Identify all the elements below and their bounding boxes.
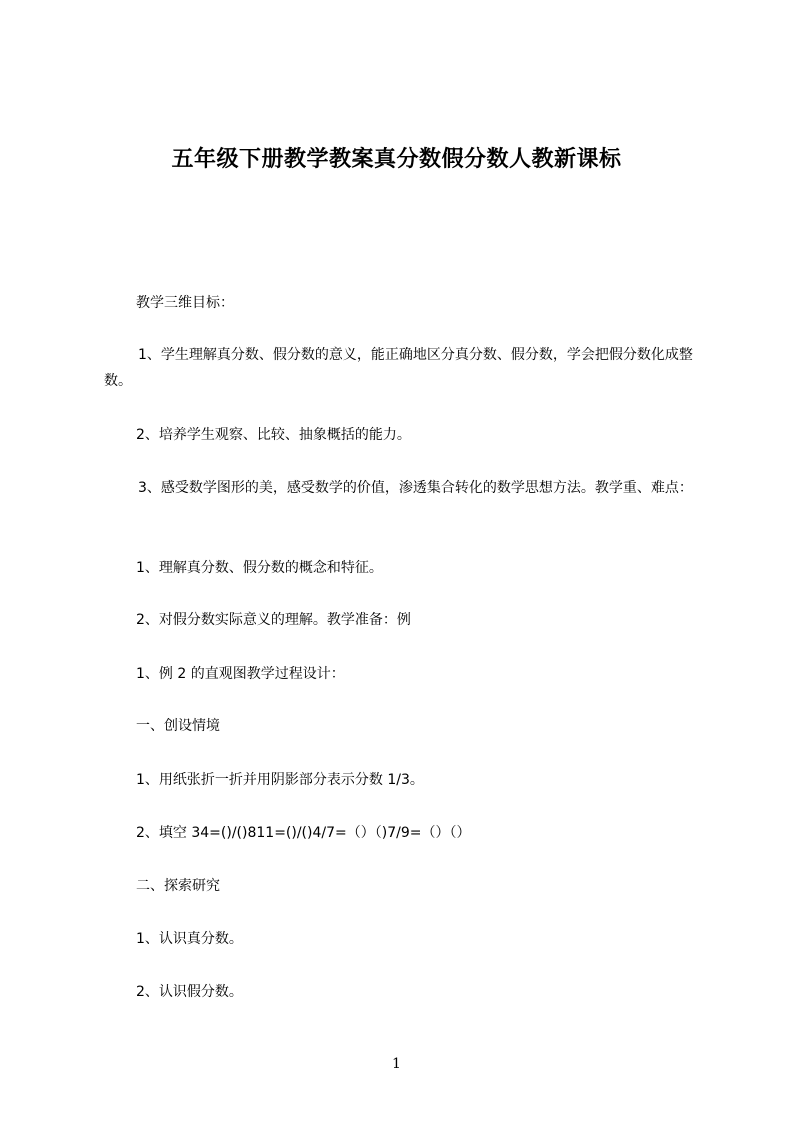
- section-heading-2: 二、探索研究: [136, 878, 220, 894]
- section-heading-1: 一、创设情境: [136, 718, 220, 734]
- document-title: 五年级下册教学教案真分数假分数人教新课标: [171, 147, 622, 172]
- paragraph-4: 3、感受数学图形的美，感受数学的价值，渗透集合转化的数学思想方法。教学重、难点：: [138, 480, 693, 496]
- paragraph-10: 1、认识真分数。: [136, 931, 243, 947]
- paragraph-1: 教学三维目标：: [136, 295, 234, 311]
- paragraph-3: 2、培养学生观察、比较、抽象概括的能力。: [136, 427, 411, 443]
- paragraph-11: 2、认识假分数。: [136, 984, 243, 1000]
- paragraph-2: 1、学生理解真分数、假分数的意义，能正确地区分真分数、假分数，学会把假分数化成整数。: [104, 347, 693, 389]
- paragraph-7: 1、例 2 的直观图教学过程设计：: [136, 666, 345, 682]
- paragraph-5: 1、理解真分数、假分数的概念和特征。: [136, 560, 383, 576]
- paragraph-6: 2、对假分数实际意义的理解。教学准备：例: [136, 612, 411, 628]
- page-number: 1: [392, 1056, 401, 1072]
- paragraph-8: 1、用纸张折一折并用阴影部分表示分数 1/3。: [136, 772, 424, 788]
- paragraph-9: 2、填空 34=()/()811=()/()4/7=（）（)7/9=（）（）: [136, 825, 471, 841]
